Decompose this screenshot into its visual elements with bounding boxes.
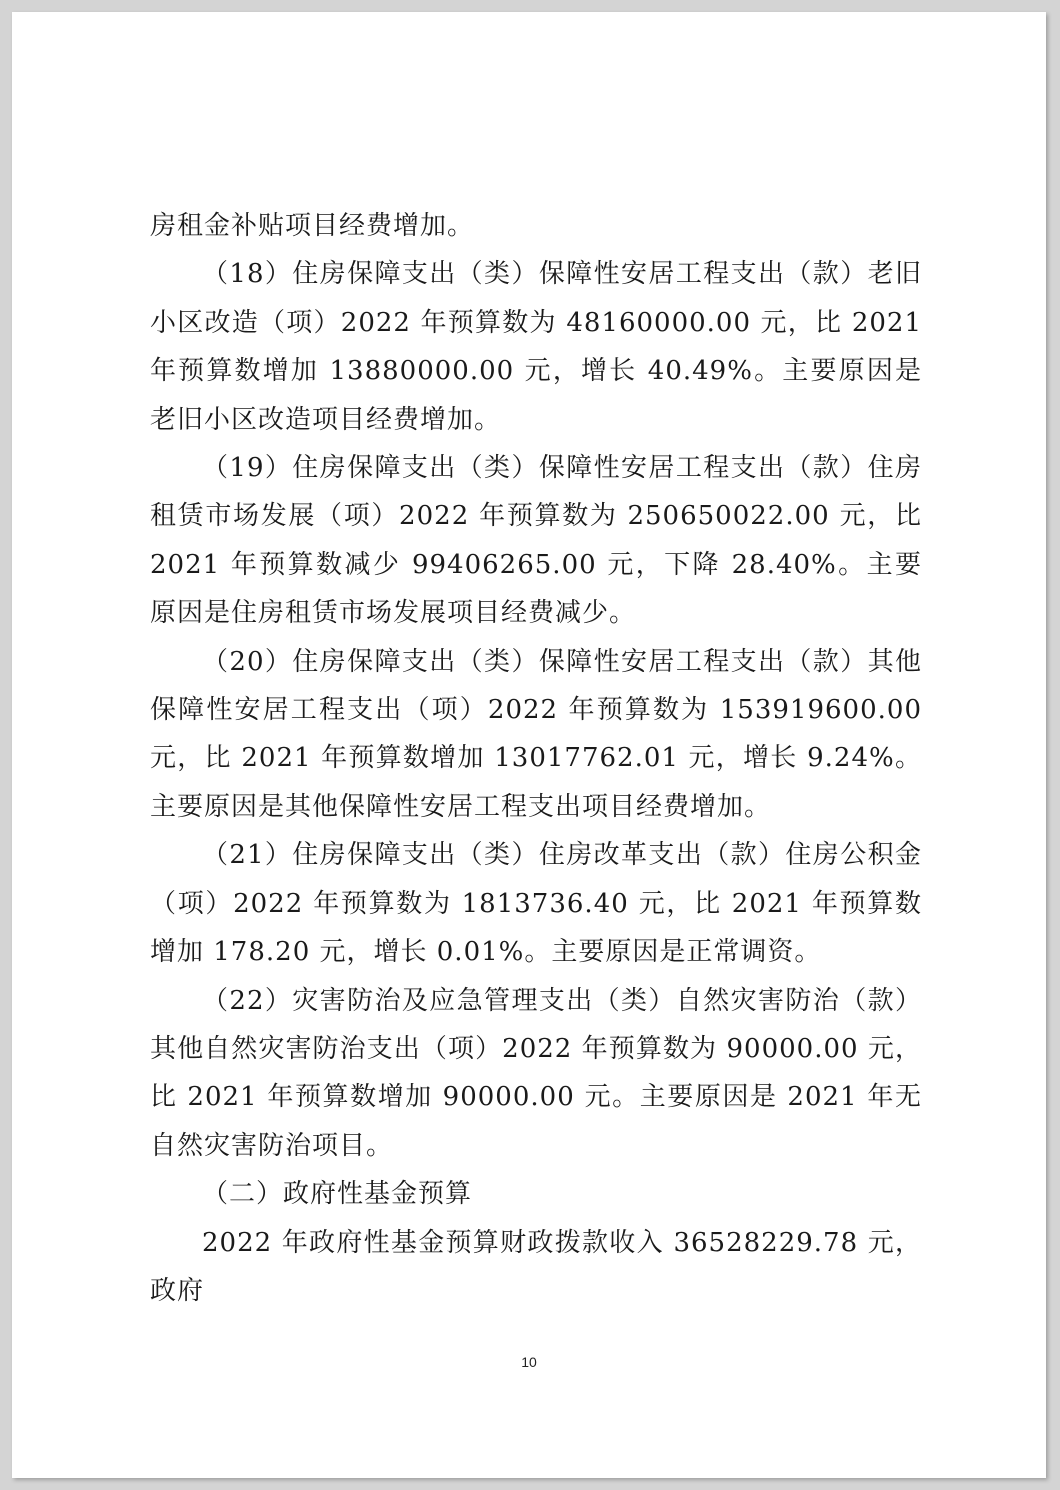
paragraph-item-22: （22）灾害防治及应急管理支出（类）自然灾害防治（款）其他自然灾害防治支出（项）2022 年预算数为 90000.00 元，比 2021 年预算数增加 90000.00 元。主要原因是 2021 年无自然灾害防治项目。 <box>150 985 922 1161</box>
page-number: 10 <box>521 1354 537 1370</box>
document-body <box>150 202 922 1315</box>
document-page <box>12 12 1046 1478</box>
paragraph-fund-budget: 2022 年政府性基金预算财政拨款收入 36528229.78 元，政府 <box>150 1227 922 1306</box>
paragraph-continuation: 房租金补贴项目经费增加。 <box>150 211 475 241</box>
paragraph-item-21: （21）住房保障支出（类）住房改革支出（款）住房公积金（项）2022 年预算数为 1813736.40 元，比 2021 年预算数增加 178.20 元，增长 0.01%。主要原因是正常调资。 <box>150 840 922 968</box>
paragraph-item-18: （18）住房保障支出（类）保障性安居工程支出（款）老旧小区改造（项）2022 年预算数为 48160000.00 元，比 2021 年预算数增加 13880000.00 元，增长 40.49%。主要原因是老旧小区改造项目经费增加。 <box>150 259 922 435</box>
paragraph-item-19: （19）住房保障支出（类）保障性安居工程支出（款）住房租赁市场发展（项）2022 年预算数为 250650022.00 元，比 2021 年预算数减少 99406265.00 元，下降 28.40%。主要原因是住房租赁市场发展项目经费减少。 <box>150 453 922 629</box>
paragraph-item-20: （20）住房保障支出（类）保障性安居工程支出（款）其他保障性安居工程支出（项）2022 年预算数为 153919600.00 元，比 2021 年预算数增加 13017762.01 元，增长 9.24%。主要原因是其他保障性安居工程支出项目经费增加。 <box>150 646 922 822</box>
section-heading: （二）政府性基金预算 <box>202 1179 473 1210</box>
